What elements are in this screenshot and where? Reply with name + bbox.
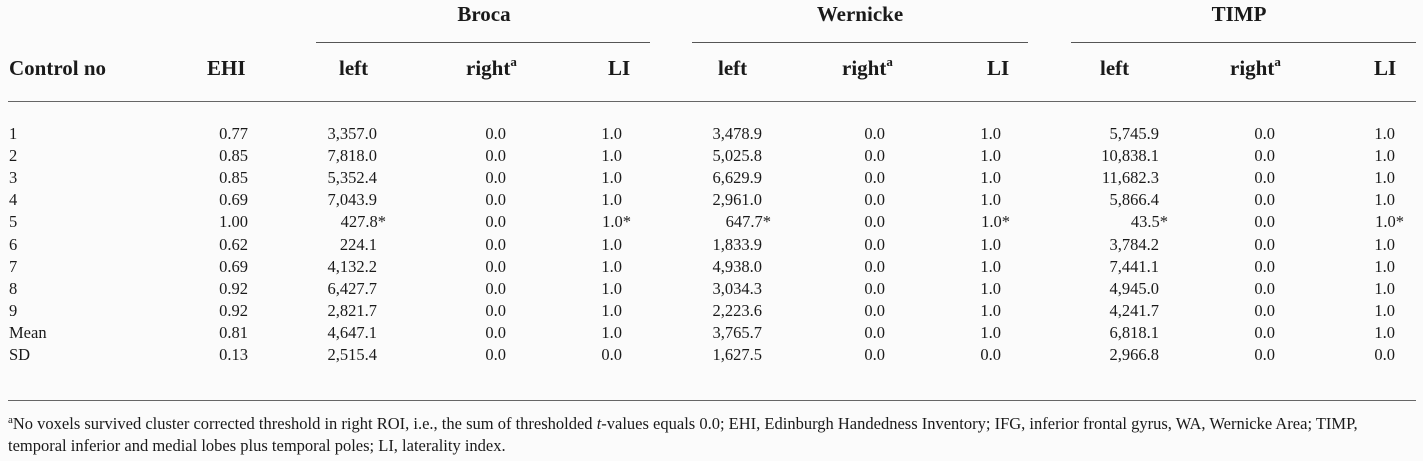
group-underline-timp bbox=[1071, 42, 1416, 43]
table-cell: 1.0 bbox=[601, 168, 622, 188]
table-cell: 3,357.0 bbox=[327, 124, 377, 143]
table-cell: 7,441.1 bbox=[1109, 256, 1159, 276]
group-underline-wernicke bbox=[692, 42, 1028, 43]
table-cell: 2,966.8 bbox=[1109, 345, 1159, 364]
table-footnote bbox=[8, 413, 1418, 457]
row-label: 6 bbox=[9, 234, 18, 254]
table-cell: 1.0 bbox=[980, 300, 1001, 320]
table-cell: 6,629.9 bbox=[712, 168, 762, 188]
table-cell: 1.00 bbox=[219, 212, 248, 232]
col-header-broca-li: LI bbox=[608, 56, 631, 80]
table-cell: 1.0 bbox=[980, 234, 1001, 254]
table-cell: 1.0 bbox=[980, 322, 1001, 342]
table-row bbox=[0, 124, 1423, 146]
col-header-wernicke-left: left bbox=[718, 56, 748, 80]
table-cell: 2,961.0 bbox=[712, 190, 762, 210]
row-label: 7 bbox=[9, 256, 18, 276]
table-cell: 1.0 bbox=[980, 146, 1001, 166]
table-cell: 3,784.2 bbox=[1109, 234, 1159, 254]
table-cell: 1.0 bbox=[1374, 322, 1395, 342]
table-cell: 2,821.7 bbox=[327, 300, 377, 320]
table-cell: 0.92 bbox=[219, 300, 248, 320]
table-cell: 0.81 bbox=[219, 322, 248, 342]
table-cell: 1.0 bbox=[980, 256, 1001, 276]
table-row bbox=[0, 168, 1423, 190]
footnote-marker: a bbox=[8, 414, 13, 426]
right-label: right bbox=[842, 56, 887, 80]
table-cell: 3,034.3 bbox=[712, 278, 762, 298]
col-header-timp-li: LI bbox=[1374, 56, 1397, 80]
table-cell: 0.0 bbox=[1254, 300, 1275, 320]
col-header-control-no: Control no bbox=[9, 56, 107, 80]
footnote-text: No voxels survived cluster corrected threshold in right ROI, i.e., the sum of thresholded bbox=[12, 414, 597, 433]
table-cell: 1.0 bbox=[1374, 190, 1395, 210]
group-header-timp: TIMP bbox=[1211, 2, 1267, 26]
row-label: Mean bbox=[9, 322, 47, 342]
table-cell: 0.0 bbox=[485, 256, 506, 276]
table-cell: 1,833.9 bbox=[712, 234, 762, 254]
table-cell: 0.0 bbox=[485, 190, 506, 210]
table-cell: 4,945.0 bbox=[1109, 278, 1159, 298]
table-cell: 1.0 bbox=[601, 322, 622, 342]
table-cell: 0.0 bbox=[1254, 190, 1275, 210]
table-cell: 1.0 bbox=[980, 190, 1001, 210]
table-cell: 0.0 bbox=[864, 124, 885, 143]
table-cell: 1.0 bbox=[980, 168, 1001, 188]
table-cell: 0.0 bbox=[485, 168, 506, 188]
footnote-italic: t bbox=[596, 414, 602, 433]
table-cell: 0.0 bbox=[864, 278, 885, 298]
col-header-ehi: EHI bbox=[207, 56, 246, 80]
table-cell: 1.0 bbox=[601, 124, 622, 143]
table-cell: 3,478.9 bbox=[712, 124, 762, 143]
footnote-text-continued: -values equals 0.0; EHI, Edinburgh Handedness Inventory; IFG, inferior frontal gyrus, WA, Wernicke Area; TIMP, temporal inferior and medial lobes plus temporal poles; LI, laterality index. bbox=[8, 414, 1358, 455]
table-cell: 0.69 bbox=[219, 256, 248, 276]
table-cell: 1.0 bbox=[980, 278, 1001, 298]
table-cell: 1.0 bbox=[601, 146, 622, 166]
table-cell: 1.0* bbox=[1375, 212, 1404, 232]
table-cell: 1.0* bbox=[602, 212, 631, 232]
table-cell: 4,647.1 bbox=[327, 322, 377, 342]
table-cell: 647.7* bbox=[725, 212, 771, 232]
table-cell: 0.0 bbox=[485, 234, 506, 254]
table-cell: 6,818.1 bbox=[1109, 322, 1159, 342]
table-cell: 4,132.2 bbox=[327, 256, 377, 276]
table-cell: 1.0 bbox=[1374, 168, 1395, 188]
table-cell: 1.0 bbox=[980, 124, 1001, 143]
table-cell: 0.0 bbox=[864, 300, 885, 320]
table-cell: 0.0 bbox=[485, 146, 506, 166]
table-cell: 0.0 bbox=[485, 300, 506, 320]
table-row bbox=[0, 257, 1423, 279]
table-cell: 0.77 bbox=[219, 124, 248, 143]
col-header-broca-right bbox=[466, 56, 517, 81]
table-cell: 0.85 bbox=[219, 168, 248, 188]
table-cell: 0.92 bbox=[219, 278, 248, 298]
table-cell: 5,745.9 bbox=[1109, 124, 1159, 143]
table-cell: 6,427.7 bbox=[327, 278, 377, 298]
col-header-broca-left: left bbox=[339, 56, 369, 80]
row-label: 2 bbox=[9, 146, 18, 166]
right-label: right bbox=[466, 56, 511, 80]
table-cell: 1.0 bbox=[601, 234, 622, 254]
row-label: 9 bbox=[9, 300, 18, 320]
table-cell: 0.0 bbox=[1254, 168, 1275, 188]
table-cell: 1.0 bbox=[1374, 278, 1395, 298]
table-cell: 0.0 bbox=[980, 345, 1001, 364]
table-cell: 224.1 bbox=[339, 234, 377, 254]
table-cell: 1,627.5 bbox=[712, 345, 762, 364]
table-cell: 0.0 bbox=[864, 190, 885, 210]
table-row bbox=[0, 301, 1423, 323]
table-cell: 1.0 bbox=[1374, 124, 1395, 143]
table-cell: 5,025.8 bbox=[712, 146, 762, 166]
table-cell: 1.0 bbox=[601, 300, 622, 320]
table-cell: 0.0 bbox=[1374, 345, 1395, 364]
table-cell: 7,043.9 bbox=[327, 190, 377, 210]
table-cell: 43.5* bbox=[1130, 212, 1168, 232]
table-cell: 0.0 bbox=[1254, 234, 1275, 254]
table-cell: 2,515.4 bbox=[327, 345, 377, 364]
table-cell: 3,765.7 bbox=[712, 322, 762, 342]
table-cell: 1.0 bbox=[601, 278, 622, 298]
table-cell: 0.0 bbox=[1254, 322, 1275, 342]
row-label: SD bbox=[9, 345, 31, 364]
row-label: 3 bbox=[9, 168, 18, 188]
footnote-marker: a bbox=[510, 54, 517, 69]
col-header-timp-right bbox=[1230, 56, 1281, 81]
table-cell: 1.0* bbox=[981, 212, 1010, 232]
table-cell: 10,838.1 bbox=[1101, 146, 1159, 166]
table-cell: 0.0 bbox=[864, 234, 885, 254]
table-cell: 0.0 bbox=[485, 278, 506, 298]
table-row bbox=[0, 190, 1423, 212]
table-cell: 0.69 bbox=[219, 190, 248, 210]
col-header-wernicke-li: LI bbox=[987, 56, 1010, 80]
group-header-wernicke: Wernicke bbox=[816, 2, 904, 26]
footer-rule bbox=[8, 400, 1416, 401]
table-cell: 7,818.0 bbox=[327, 146, 377, 166]
table-cell: 0.0 bbox=[1254, 345, 1275, 364]
table-cell: 0.13 bbox=[219, 345, 248, 364]
table-cell: 0.0 bbox=[864, 345, 885, 364]
table-cell: 427.8* bbox=[340, 212, 386, 232]
table-cell: 0.0 bbox=[1254, 278, 1275, 298]
table-cell: 0.0 bbox=[864, 322, 885, 342]
table-row bbox=[0, 323, 1423, 345]
header-rule bbox=[8, 101, 1416, 102]
table-cell: 4,938.0 bbox=[712, 256, 762, 276]
table-row bbox=[0, 212, 1423, 234]
group-underline-broca bbox=[316, 42, 650, 43]
group-header-broca: Broca bbox=[457, 2, 511, 26]
table-cell: 5,352.4 bbox=[327, 168, 377, 188]
row-label: 5 bbox=[9, 212, 18, 232]
table-cell: 0.0 bbox=[864, 168, 885, 188]
table-row bbox=[0, 345, 1423, 367]
table-cell: 4,241.7 bbox=[1109, 300, 1159, 320]
table-row bbox=[0, 146, 1423, 168]
table-cell: 1.0 bbox=[601, 190, 622, 210]
table-cell: 2,223.6 bbox=[712, 300, 762, 320]
table-cell: 0.0 bbox=[1254, 256, 1275, 276]
table-cell: 5,866.4 bbox=[1109, 190, 1159, 210]
table-cell: 0.0 bbox=[485, 212, 506, 232]
table-cell: 0.85 bbox=[219, 146, 248, 166]
table-cell: 0.0 bbox=[864, 212, 885, 232]
table-cell: 0.0 bbox=[485, 124, 506, 143]
footnote-marker: a bbox=[886, 54, 893, 69]
table-cell: 0.0 bbox=[864, 146, 885, 166]
table-cell: 0.0 bbox=[485, 345, 506, 364]
table-cell: 0.0 bbox=[1254, 146, 1275, 166]
table-cell: 1.0 bbox=[1374, 256, 1395, 276]
table-row bbox=[0, 279, 1423, 301]
table-cell: 0.62 bbox=[219, 234, 248, 254]
footnote-marker: a bbox=[1274, 54, 1281, 69]
col-header-wernicke-right bbox=[842, 56, 893, 81]
table-cell: 0.0 bbox=[864, 256, 885, 276]
table-cell: 1.0 bbox=[1374, 300, 1395, 320]
table-cell: 0.0 bbox=[1254, 124, 1275, 143]
col-header-timp-left: left bbox=[1100, 56, 1130, 80]
table-cell: 0.0 bbox=[485, 322, 506, 342]
table-cell: 1.0 bbox=[1374, 234, 1395, 254]
table-cell: 1.0 bbox=[601, 256, 622, 276]
row-label: 4 bbox=[9, 190, 18, 210]
table-row bbox=[0, 235, 1423, 257]
table-cell: 0.0 bbox=[601, 345, 622, 364]
table-cell: 11,682.3 bbox=[1101, 168, 1159, 188]
table-cell: 0.0 bbox=[1254, 212, 1275, 232]
row-label: 8 bbox=[9, 278, 18, 298]
row-label: 1 bbox=[9, 124, 18, 143]
table-cell: 1.0 bbox=[1374, 146, 1395, 166]
right-label: right bbox=[1230, 56, 1275, 80]
